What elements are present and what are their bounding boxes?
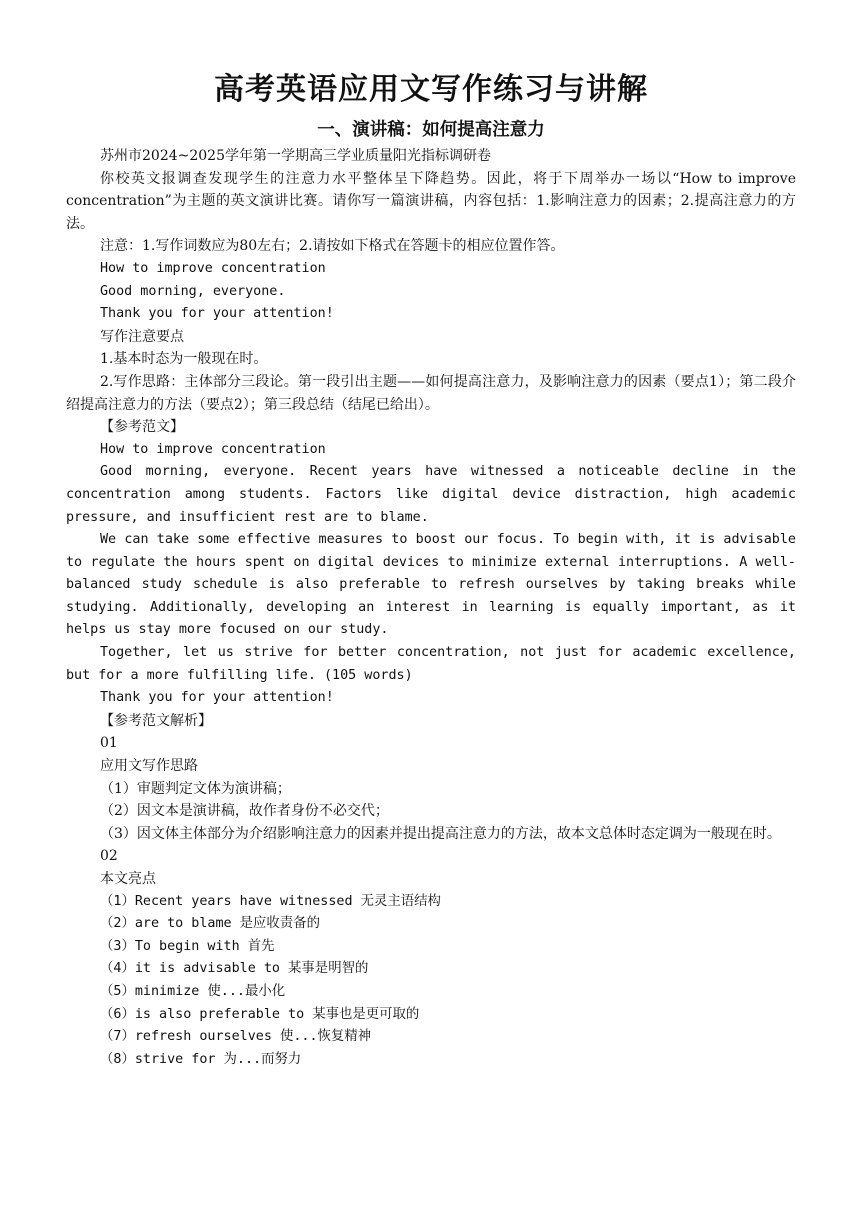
analysis-point-1: （1）审题判定文体为演讲稿； [100, 780, 291, 797]
writing-tip-structure: 2.写作思路：主体部分三段论。第一段引出主题——如何提高注意力，及影响注意力的因素（要点1）；第二段介绍提高注意力的方法（要点2）；第三段总结（结尾已给出）。 [66, 373, 796, 413]
sample-essay-title: How to improve concentration [100, 441, 326, 457]
exam-source: 苏州市2024~2025学年第一学期高三学业质量阳光指标调研卷 [100, 148, 491, 164]
format-greeting: Good morning, everyone. [100, 283, 286, 299]
highlights-heading: 本文亮点 [100, 871, 156, 887]
sample-essay-paragraph-1: Good morning, everyone. Recent years have witnessed a noticeable decline in the concentration among students. Factors like digital device distraction, high academic pressure, and insufficient rest are to blame. [66, 464, 796, 525]
writing-tip-tense: 1.基本时态为一般现在时。 [100, 351, 268, 368]
analysis-point-3: （3）因文体主体部分为介绍影响注意力的因素并提出提高注意力的方法，故本文总体时态定调为一般现在时。 [100, 825, 781, 842]
task-prompt: 你校英文报调查发现学生的注意力水平整体呈下降趋势。因此，将于下周举办一场以“How to improve concentration”为主题的英文演讲比赛。请你写一篇演讲稿，内容包括：1.影响注意力的因素；2.提高注意力的方法。 [66, 170, 796, 232]
document-page [66, 68, 796, 1071]
analysis-writing-approach: 应用文写作思路 [100, 758, 198, 775]
analysis-point-2: （2）因文本是演讲稿，故作者身份不必交代； [100, 803, 389, 820]
analysis-number-02: 02 [100, 848, 118, 865]
highlight-item-8: （8）strive for 为...而努力 [100, 1051, 302, 1067]
highlight-item-3: （3）To begin with 首先 [100, 938, 275, 954]
highlight-item-6: （6）is also preferable to 某事也是更可取的 [100, 1006, 420, 1022]
highlight-item-2: （2）are to blame 是应收责备的 [100, 916, 320, 932]
document-title: 高考英语应用文写作练习与讲解 [214, 72, 648, 107]
writing-tips-heading: 写作注意要点 [100, 328, 184, 345]
task-notice: 注意：1.写作词数应为80左右；2.请按如下格式在答题卡的相应位置作答。 [100, 238, 565, 255]
format-title: How to improve concentration [100, 260, 326, 276]
sample-essay-heading: 【参考范文】 [100, 419, 184, 436]
highlight-item-5: （5）minimize 使...最小化 [100, 983, 286, 999]
sample-essay-paragraph-3: Together, let us strive for better concentration, not just for academic excellence, but for a more fulfilling life. (105 words) [66, 645, 796, 683]
highlight-item-4: （4）it is advisable to 某事是明智的 [100, 961, 369, 977]
sample-essay-paragraph-2: We can take some effective measures to boost our focus. To begin with, it is advisable to regulate the hours spent on digital devices to minimize external interruptions. A well-balanced study schedule is also preferable to refresh ourselves by taking breaks while studying. Additionally, developing an interest in learning is equally important, as it helps us stay more focused on our study. [66, 532, 796, 638]
section-heading: 一、演讲稿：如何提高注意力 [317, 120, 545, 140]
analysis-number-01: 01 [100, 735, 118, 752]
analysis-heading: 【参考范文解析】 [100, 712, 212, 729]
highlight-item-1: （1）Recent years have witnessed 无灵主语结构 [100, 893, 441, 909]
highlight-item-7: （7）refresh ourselves 使...恢复精神 [100, 1029, 372, 1045]
sample-essay-closing: Thank you for your attention! [100, 690, 334, 706]
format-closing: Thank you for your attention! [100, 306, 334, 322]
